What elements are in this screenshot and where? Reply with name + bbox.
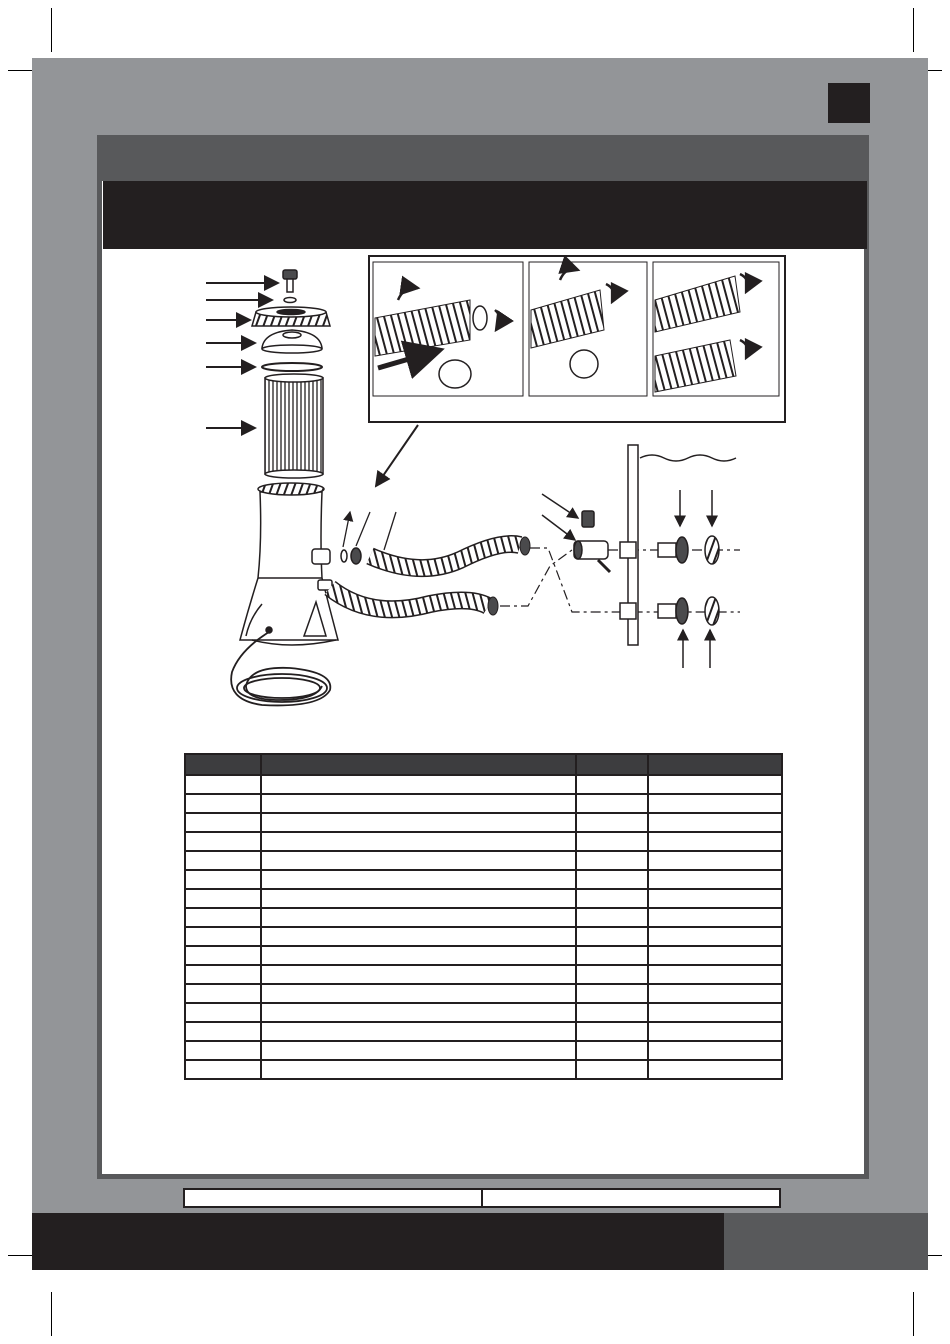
table-row xyxy=(185,927,782,946)
table-cell xyxy=(648,889,782,908)
crop-mark xyxy=(51,8,52,52)
table-cell xyxy=(576,1041,648,1060)
table-row xyxy=(185,889,782,908)
column-header xyxy=(261,754,576,775)
table-cell xyxy=(576,775,648,794)
column-header xyxy=(576,754,648,775)
table-cell xyxy=(576,889,648,908)
table-cell xyxy=(648,984,782,1003)
table-row xyxy=(185,946,782,965)
table-cell xyxy=(185,813,261,832)
table-cell xyxy=(261,794,576,813)
table-cell xyxy=(648,870,782,889)
table-cell xyxy=(576,927,648,946)
table-cell xyxy=(576,813,648,832)
bottom-bar-accent xyxy=(724,1213,928,1270)
table-header-row xyxy=(185,754,782,775)
table-cell xyxy=(648,1041,782,1060)
table-cell xyxy=(576,870,648,889)
table-cell xyxy=(185,965,261,984)
table-cell xyxy=(648,832,782,851)
table-cell xyxy=(576,984,648,1003)
table-cell xyxy=(185,794,261,813)
table-cell xyxy=(648,927,782,946)
table-row xyxy=(185,775,782,794)
table-cell xyxy=(576,1003,648,1022)
bottom-bar xyxy=(32,1213,724,1270)
table-row xyxy=(185,965,782,984)
table-cell xyxy=(261,870,576,889)
table-cell xyxy=(576,946,648,965)
table-cell xyxy=(261,889,576,908)
column-header xyxy=(185,754,261,775)
table-cell xyxy=(185,984,261,1003)
table-row xyxy=(185,984,782,1003)
table-cell xyxy=(261,832,576,851)
table-cell xyxy=(185,889,261,908)
table-row xyxy=(185,1022,782,1041)
table-cell xyxy=(576,1022,648,1041)
table-cell xyxy=(648,1022,782,1041)
table-cell xyxy=(576,908,648,927)
table-cell xyxy=(648,851,782,870)
table-cell xyxy=(261,1060,576,1079)
table-row xyxy=(185,908,782,927)
table-cell xyxy=(261,1003,576,1022)
crop-mark xyxy=(913,1292,914,1336)
table-cell xyxy=(576,794,648,813)
column-header xyxy=(648,754,782,775)
table-cell xyxy=(261,813,576,832)
crop-mark xyxy=(8,1255,32,1256)
table-cell xyxy=(261,851,576,870)
table-cell xyxy=(185,851,261,870)
table-cell xyxy=(648,1003,782,1022)
table-cell xyxy=(261,775,576,794)
table-cell xyxy=(648,946,782,965)
section-band xyxy=(97,135,869,181)
table-cell xyxy=(576,832,648,851)
table-cell xyxy=(648,794,782,813)
table-cell xyxy=(261,946,576,965)
table-cell xyxy=(185,927,261,946)
table-cell xyxy=(648,1060,782,1079)
table-cell xyxy=(261,984,576,1003)
table-cell xyxy=(185,775,261,794)
table-row xyxy=(185,794,782,813)
table-cell xyxy=(261,965,576,984)
table-cell xyxy=(576,965,648,984)
table-row xyxy=(185,1003,782,1022)
table-row xyxy=(185,832,782,851)
table-cell xyxy=(261,1022,576,1041)
table-cell xyxy=(576,1060,648,1079)
footer-box xyxy=(183,1188,781,1208)
table-row xyxy=(185,1060,782,1079)
table-cell xyxy=(648,965,782,984)
table-cell xyxy=(185,1003,261,1022)
footer-right xyxy=(481,1190,779,1206)
crop-mark xyxy=(913,8,914,52)
table-cell xyxy=(648,908,782,927)
table-cell xyxy=(261,1041,576,1060)
table-row xyxy=(185,813,782,832)
table-cell xyxy=(648,813,782,832)
crop-mark xyxy=(8,70,32,71)
page-number-box xyxy=(828,83,870,123)
table-row xyxy=(185,851,782,870)
table-cell xyxy=(185,832,261,851)
table-cell xyxy=(185,908,261,927)
table-row xyxy=(185,1041,782,1060)
table-row xyxy=(185,870,782,889)
title-band xyxy=(103,181,867,249)
table-cell xyxy=(576,851,648,870)
table-cell xyxy=(185,946,261,965)
crop-mark xyxy=(51,1292,52,1336)
table-cell xyxy=(185,1022,261,1041)
table-cell xyxy=(261,927,576,946)
table-cell xyxy=(185,1041,261,1060)
table-cell xyxy=(261,908,576,927)
table-cell xyxy=(185,870,261,889)
footer-left xyxy=(185,1190,481,1206)
table-cell xyxy=(185,1060,261,1079)
parts-table xyxy=(184,753,783,1080)
table-cell xyxy=(648,775,782,794)
